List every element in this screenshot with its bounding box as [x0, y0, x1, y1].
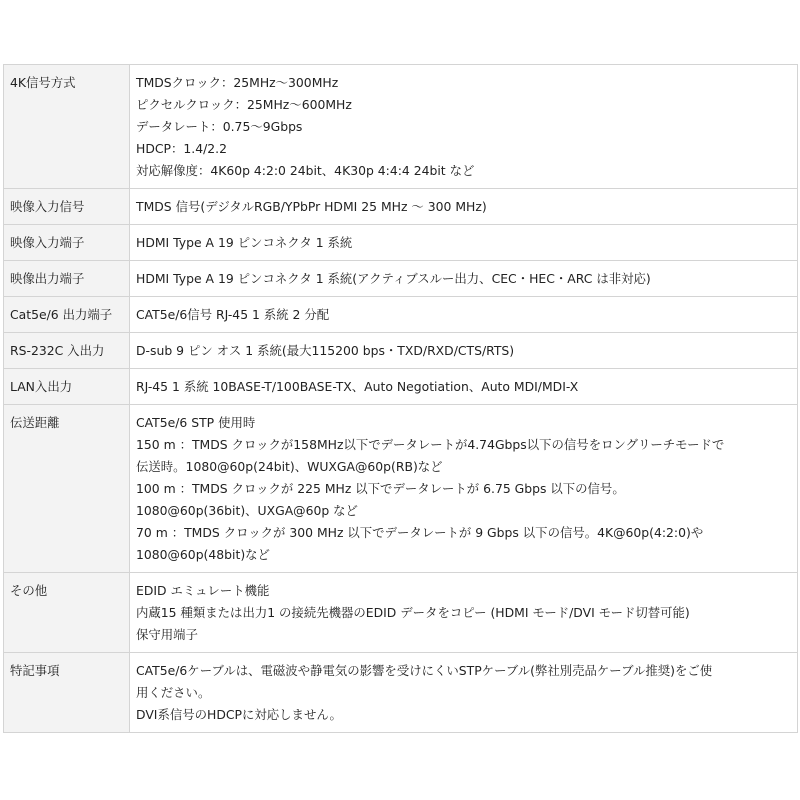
spec-value-line: 1080@60p(48bit)など: [136, 547, 270, 562]
spec-row: [4, 573, 798, 653]
spec-row: [4, 405, 798, 573]
spec-table-body: [4, 65, 798, 733]
spec-row: [4, 261, 798, 297]
spec-value-line: HDMI Type A 19 ピンコネクタ 1 系統(アクティブスルー出力、CEC・HEC・ARC は非対応): [136, 271, 651, 286]
spec-value-line: HDCP：1.4/2.2: [136, 141, 227, 156]
spec-value: [130, 573, 798, 653]
spec-value-line: EDID エミュレート機能: [136, 583, 270, 598]
spec-label: その他: [4, 573, 130, 653]
spec-value: [130, 65, 798, 189]
spec-label: Cat5e/6 出力端子: [4, 297, 130, 333]
spec-value-line: DVI系信号のHDCPに対応しません。: [136, 707, 342, 722]
spec-row: [4, 653, 798, 733]
spec-value: [130, 369, 798, 405]
spec-value: [130, 333, 798, 369]
spec-value-line: 対応解像度：4K60p 4:2:0 24bit、4K30p 4:4:4 24bit など: [136, 163, 475, 178]
spec-value-line: データレート：0.75〜9Gbps: [136, 119, 303, 134]
spec-value-line: CAT5e/6ケーブルは、電磁波や静電気の影響を受けにくいSTPケーブル(弊社別売品ケーブル推奨)をご使: [136, 663, 713, 678]
spec-value-line: 伝送時。1080@60p(24bit)、WUXGA@60p(RB)など: [136, 459, 443, 474]
spec-label: 伝送距離: [4, 405, 130, 573]
spec-value: [130, 653, 798, 733]
spec-value: [130, 261, 798, 297]
spec-row: [4, 333, 798, 369]
spec-value-line: D-sub 9 ピン オス 1 系統(最大115200 bps・TXD/RXD/CTS/RTS): [136, 343, 515, 358]
spec-label: 映像入力端子: [4, 225, 130, 261]
spec-value-line: 100 m ：TMDS クロックが 225 MHz 以下でデータレートが 6.75 Gbps 以下の信号。: [136, 481, 625, 496]
spec-row: [4, 189, 798, 225]
spec-value: [130, 189, 798, 225]
spec-value-line: CAT5e/6信号 RJ-45 1 系統 2 分配: [136, 307, 330, 322]
spec-value: [130, 297, 798, 333]
spec-value-line: TMDSクロック：25MHz〜300MHz: [136, 75, 339, 90]
spec-label: 映像出力端子: [4, 261, 130, 297]
spec-label: 4K信号方式: [4, 65, 130, 189]
spec-row: [4, 65, 798, 189]
spec-value-line: 150 m ：TMDS クロックが158MHz以下でデータレートが4.74Gbps以下の信号をロングリーチモードで: [136, 437, 725, 452]
spec-value-line: 用ください。: [136, 685, 211, 700]
spec-label: RS-232C 入出力: [4, 333, 130, 369]
spec-value-line: 70 m ：TMDS クロックが 300 MHz 以下でデータレートが 9 Gbps 以下の信号。4K@60p(4:2:0)や: [136, 525, 704, 540]
spec-value: [130, 225, 798, 261]
spec-value-line: RJ-45 1 系統 10BASE-T/100BASE-TX、Auto Negotiation、Auto MDI/MDI-X: [136, 379, 579, 394]
spec-label: 特記事項: [4, 653, 130, 733]
spec-label: 映像入力信号: [4, 189, 130, 225]
spec-value-line: 1080@60p(36bit)、UXGA@60p など: [136, 503, 358, 518]
spec-row: [4, 225, 798, 261]
spec-value-line: 保守用端子: [136, 627, 198, 642]
spec-value-line: TMDS 信号(デジタルRGB/YPbPr HDMI 25 MHz 〜 300 MHz): [136, 199, 487, 214]
spec-label: LAN入出力: [4, 369, 130, 405]
spec-value-line: ピクセルクロック：25MHz〜600MHz: [136, 97, 352, 112]
spec-row: [4, 297, 798, 333]
spec-value: [130, 405, 798, 573]
spec-value-line: HDMI Type A 19 ピンコネクタ 1 系統: [136, 235, 353, 250]
spec-value-line: 内蔵15 種類または出力1 の接続先機器のEDID データをコピー (HDMI モード/DVI モード切替可能): [136, 605, 690, 620]
spec-value-line: CAT5e/6 STP 使用時: [136, 415, 256, 430]
spec-table: [3, 64, 798, 733]
spec-row: [4, 369, 798, 405]
